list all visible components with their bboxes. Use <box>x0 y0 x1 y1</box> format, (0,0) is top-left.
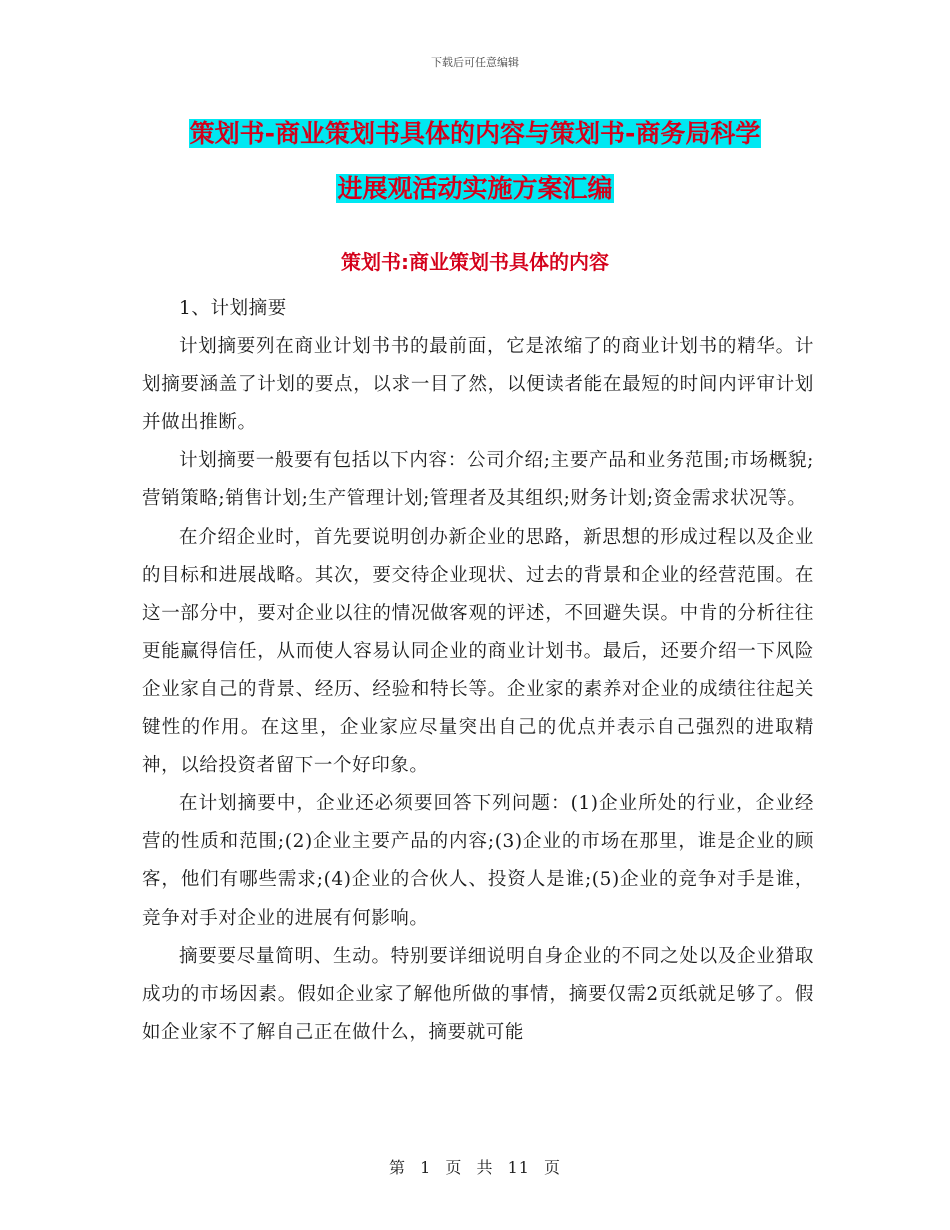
paragraph: 在计划摘要中，企业还必须要回答下列问题：(1)企业所处的行业，企业经营的性质和范围;(2)企业主要产品的内容;(3)企业的市场在那里，谁是企业的顾客，他们有哪些需求;(4)企业的合伙人、投资人是谁;(5)企业的竞争对手是谁，竞争对手对企业的进展有何影响。 <box>142 793 814 929</box>
title-line-1: 策划书-商业策划书具体的内容与策划书-商务局科学 <box>189 119 761 148</box>
footer-suffix: 页 <box>544 1158 562 1177</box>
footer-page-number: 1 <box>420 1158 432 1177</box>
paragraph: 计划摘要列在商业计划书书的最前面，它是浓缩了的商业计划书的精华。计划摘要涵盖了计划的要点，以求一目了然，以便读者能在最短的时间内评审计划并做出推断。 <box>142 336 814 434</box>
header-note: 下载后可任意编辑 <box>431 56 519 69</box>
footer-prefix: 第 <box>388 1158 406 1177</box>
page-footer <box>0 1155 950 1178</box>
title-line-2: 进展观活动实施方案汇编 <box>337 174 613 203</box>
footer-total-pages: 11 <box>507 1158 530 1177</box>
paragraph-heading: 1、计划摘要 <box>179 298 287 319</box>
section-heading: 策划书:商业策划书具体的内容 <box>341 250 609 274</box>
paragraph: 摘要要尽量简明、生动。特别要详细说明自身企业的不同之处以及企业猎取成功的市场因素。假如企业家了解他所做的事情，摘要仅需2页纸就足够了。假如企业家不了解自己正在做什么，摘要就可能 <box>142 945 814 1043</box>
body-text <box>142 290 814 1052</box>
document-title <box>120 106 830 216</box>
paragraph: 在介绍企业时，首先要说明创办新企业的思路，新思想的形成过程以及企业的目标和进展战略。其次，要交待企业现状、过去的背景和企业的经营范围。在这一部分中，要对企业以往的情况做客观的评述，不回避失误。中肯的分析往往更能赢得信任，从而使人容易认同企业的商业计划书。最后，还要介绍一下风险企业家自己的背景、经历、经验和特长等。企业家的素养对企业的成绩往往起关键性的作用。在这里，企业家应尽量突出自己的优点并表示自己强烈的进取精神，以给投资者留下一个好印象。 <box>142 526 814 777</box>
footer-page-label: 页 <box>445 1158 463 1177</box>
footer-total-label: 共 <box>476 1158 494 1177</box>
paragraph: 计划摘要一般要有包括以下内容：公司介绍;主要产品和业务范围;市场概貌;营销策略;销售计划;生产管理计划;管理者及其组织;财务计划;资金需求状况等。 <box>142 450 814 510</box>
